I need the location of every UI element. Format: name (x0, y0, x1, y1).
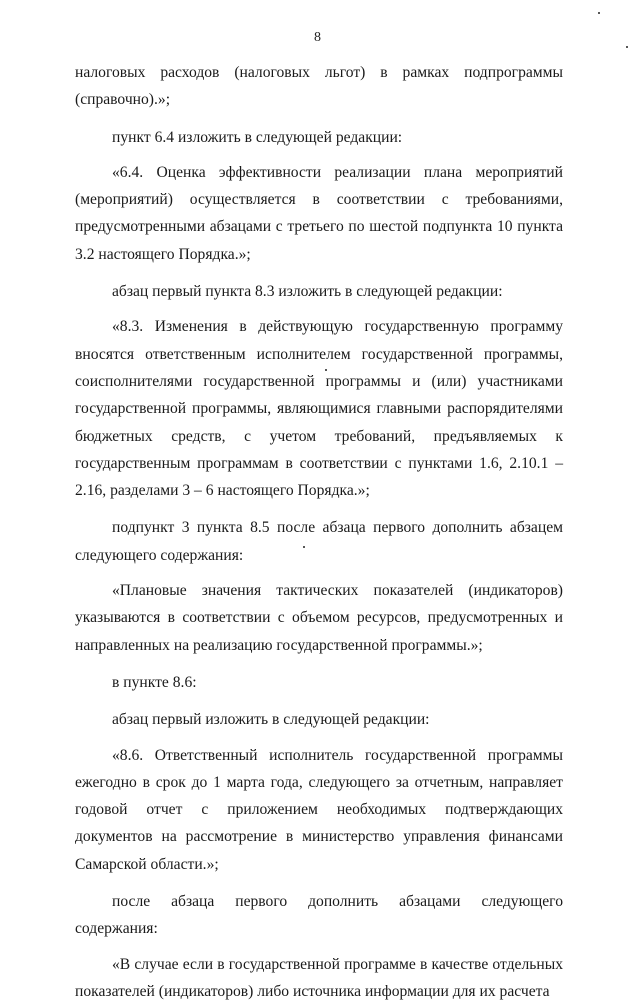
scan-speck (303, 546, 305, 548)
paragraph-instruction-6-4: пункт 6.4 изложить в следующей редакции: (112, 128, 403, 146)
paragraph-instruction-first-abzac: абзац первый изложить в следующей редакции: (112, 711, 430, 729)
paragraph-quote-new: «В случае если в государственной программе в качестве отдельных показателей (индикаторов) либо источника информации для их расчета (75, 955, 563, 1000)
paragraph-instruction-add-abzacs: после абзаца первого дополнить абзацами следующего содержания: (75, 893, 563, 938)
paragraph-instruction-8-3: абзац первый пункта 8.3 изложить в следующей редакции: (112, 283, 503, 301)
paragraph-quote-8-5: «Плановые значения тактических показателей (индикаторов) указываются в соответствии с объемом ресурсов, предусмотренных и направленных на реализацию государственной программы.»; (75, 582, 563, 654)
paragraph-instruction-8-5: подпункт 3 пункта 8.5 после абзаца первого дополнить абзацем следующего содержания: (75, 519, 563, 564)
page-number: 8 (314, 30, 321, 45)
paragraph-quote-8-3: «8.3. Изменения в действующую государственную программу вносятся ответственным исполнителем государственной программы, соисполнителями государственной программы и (или) участниками государственной программы, являющимися главными распорядителями бюджетных средств, с учетом требований, предъявляемых к государственным программам в соответствии с пунктами 1.6, 2.10.1 – 2.16, разделами 3 – 6 настоящего Порядка.»; (75, 318, 563, 500)
scan-speck (598, 12, 600, 14)
paragraph-instruction-8-6: в пункте 8.6: (112, 673, 197, 691)
paragraph-quote-6-4: «6.4. Оценка эффективности реализации плана мероприятий (мероприятий) осуществляется в соответствии с требованиями, предусмотренными абзацами с третьего по шестой подпункта 10 пункта 3.2 настоящего Порядка.»; (75, 163, 563, 263)
document-body (75, 59, 563, 1005)
paragraph-quote-8-6: «8.6. Ответственный исполнитель государственной программы ежегодно в срок до 1 марта года, следующего за отчетным, направляет годовой отчет с приложением необходимых подтверждающих документов на рассмотрение в министерство управления финансами Самарской области.»; (75, 746, 563, 873)
paragraph-continuation: налоговых расходов (налоговых льгот) в рамках подпрограммы (справочно).»; (75, 64, 563, 109)
scan-speck (325, 369, 327, 371)
scan-speck (626, 46, 628, 48)
